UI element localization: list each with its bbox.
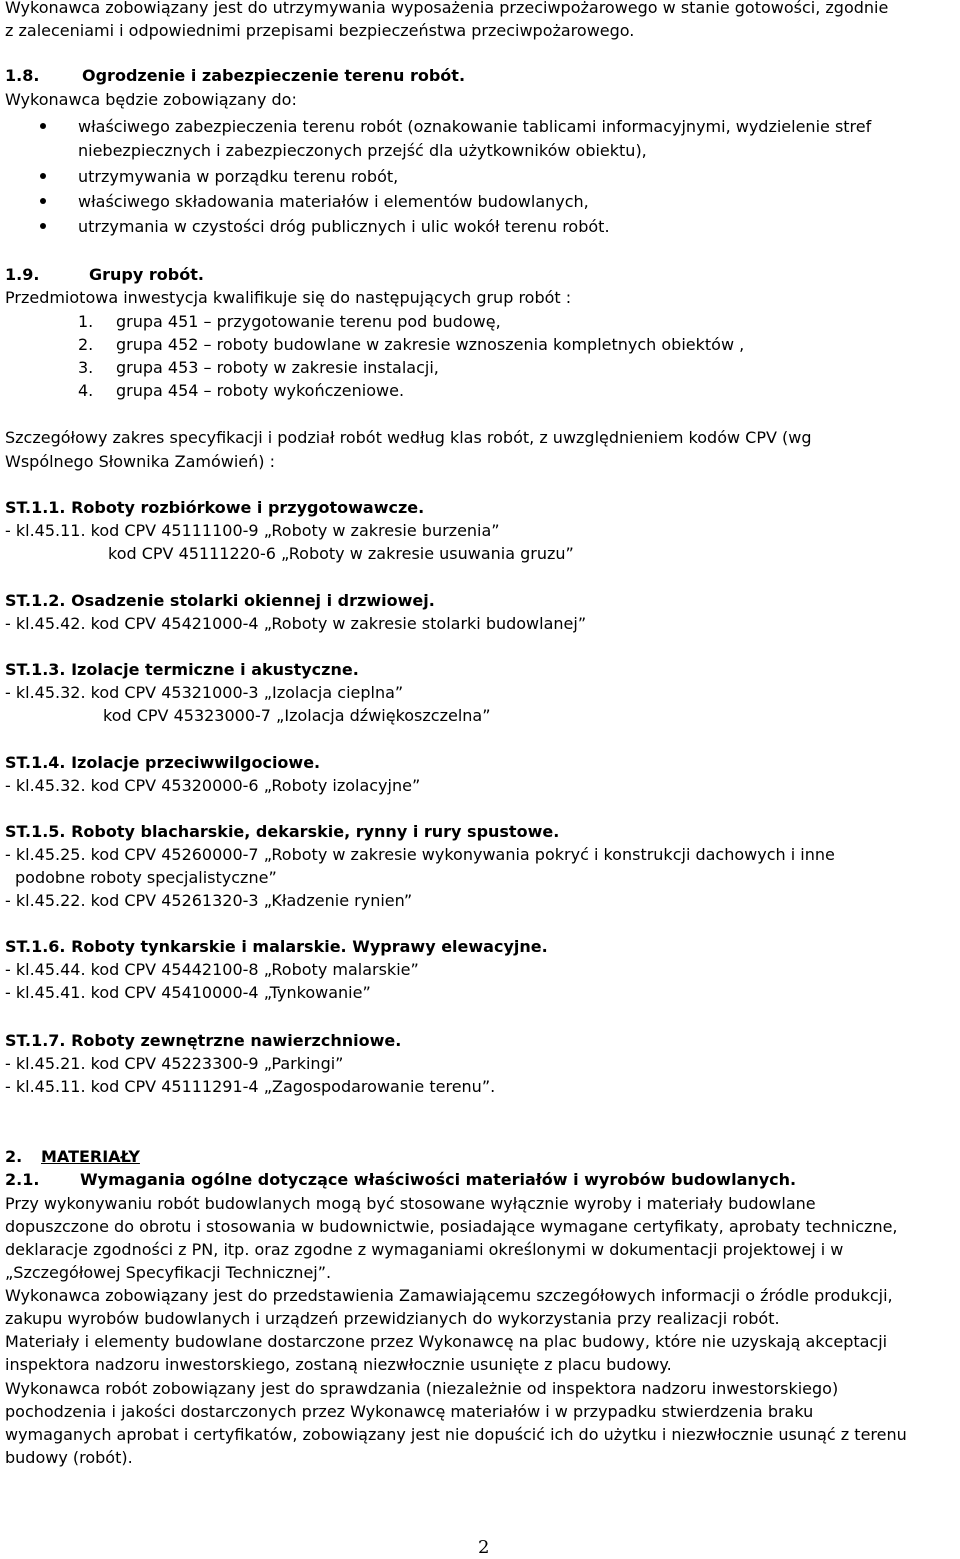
bullet-item: utrzymywania w porządku terenu robót,	[78, 167, 399, 186]
section-number: 2.1.	[5, 1170, 40, 1189]
spec-code-line: podobne roboty specjalistyczne”	[15, 868, 277, 887]
body-line: deklaracje zgodności z PN, itp. oraz zgodne z wymaganiami określonymi w dokumentacji projektowej i w	[5, 1240, 844, 1259]
spec-intro-line-1: Szczegółowy zakres specyfikacji i podział robót według klas robót, z uwzględnieniem kodów CPV (wg	[5, 428, 812, 447]
bullet-icon	[40, 198, 46, 204]
body-line: dopuszczone do obrotu i stosowania w budownictwie, posiadające wymagane certyfikaty, aprobaty techniczne,	[5, 1217, 898, 1236]
list-text: grupa 451 – przygotowanie terenu pod budowę,	[116, 312, 501, 331]
section-1-9-heading	[5, 263, 204, 286]
bullet-icon	[40, 173, 46, 179]
bullet-icon	[40, 123, 46, 129]
section-title: Ogrodzenie i zabezpieczenie terenu robót.	[82, 66, 466, 85]
spec-code-line: - kl.45.11. kod CPV 45111100-9 „Roboty w zakresie burzenia”	[5, 521, 500, 540]
spec-code-line: - kl.45.41. kod CPV 45410000-4 „Tynkowanie”	[5, 983, 371, 1002]
bullet-item-continuation: niebezpiecznych i zabezpieczonych przejść dla użytkowników obiektu),	[78, 141, 647, 160]
list-number: 4.	[78, 381, 94, 400]
list-text: grupa 454 – roboty wykończeniowe.	[116, 381, 405, 400]
spec-code-line: kod CPV 45323000-7 „Izolacja dźwiękoszczelna”	[103, 706, 491, 725]
spec-heading: ST.1.1. Roboty rozbiórkowe i przygotowawcze.	[5, 498, 425, 517]
section-number: 1.8.	[5, 66, 40, 85]
body-line: Wykonawca zobowiązany jest do przedstawienia Zamawiającemu szczegółowych informacji o źródle produkcji,	[5, 1286, 893, 1305]
spec-heading: ST.1.6. Roboty tynkarskie i malarskie. Wyprawy elewacyjne.	[5, 937, 548, 956]
spec-code-line: - kl.45.32. kod CPV 45320000-6 „Roboty izolacyjne”	[5, 776, 421, 795]
group-list-item	[78, 356, 439, 379]
group-list-item	[78, 310, 501, 333]
spec-code-line: kod CPV 45111220-6 „Roboty w zakresie usuwania gruzu”	[108, 544, 574, 563]
group-list-item	[78, 379, 404, 402]
list-text: grupa 453 – roboty w zakresie instalacji,	[116, 358, 439, 377]
section-1-8-lead: Wykonawca będzie zobowiązany do:	[5, 90, 297, 109]
body-line: wymaganych aprobat i certyfikatów, zobowiązany jest nie dopuścić ich do użytku i niezwłocznie usunąć z terenu	[5, 1425, 907, 1444]
section-1-9-lead: Przedmiotowa inwestycja kwalifikuje się do następujących grup robót :	[5, 288, 572, 307]
intro-line-2: z zaleceniami i odpowiednimi przepisami bezpieczeństwa przeciwpożarowego.	[5, 21, 635, 40]
spec-intro-line-2: Wspólnego Słownika Zamówień) :	[5, 452, 275, 471]
list-number: 1.	[78, 312, 94, 331]
section-1-8-heading	[5, 64, 465, 87]
spec-code-line: - kl.45.32. kod CPV 45321000-3 „Izolacja cieplna”	[5, 683, 404, 702]
body-line: Materiały i elementy budowlane dostarczone przez Wykonawcę na plac budowy, które nie uzyskają akceptacji	[5, 1332, 888, 1351]
body-line: Wykonawca robót zobowiązany jest do sprawdzania (niezależnie od inspektora nadzoru inwestorskiego)	[5, 1379, 839, 1398]
bullet-item: właściwego zabezpieczenia terenu robót (oznakowanie tablicami informacyjnymi, wydzielenie stref	[78, 117, 872, 136]
section-title: MATERIAŁY	[41, 1147, 140, 1166]
page-number: 2	[478, 1537, 490, 1558]
body-line: inspektora nadzoru inwestorskiego, zostaną niezwłocznie usunięte z placu budowy.	[5, 1355, 672, 1374]
section-title: Grupy robót.	[89, 265, 204, 284]
list-number: 2.	[78, 335, 94, 354]
spec-code-line: - kl.45.22. kod CPV 45261320-3 „Kładzenie rynien”	[5, 891, 413, 910]
spec-code-line: - kl.45.42. kod CPV 45421000-4 „Roboty w zakresie stolarki budowlanej”	[5, 614, 587, 633]
group-list-item	[78, 333, 744, 356]
section-number: 1.9.	[5, 265, 40, 284]
spec-heading: ST.1.2. Osadzenie stolarki okiennej i drzwiowej.	[5, 591, 435, 610]
spec-code-line: - kl.45.11. kod CPV 45111291-4 „Zagospodarowanie terenu”.	[5, 1077, 496, 1096]
spec-heading: ST.1.3. Izolacje termiczne i akustyczne.	[5, 660, 359, 679]
section-2-1-heading	[5, 1168, 796, 1191]
spec-heading: ST.1.7. Roboty zewnętrzne nawierzchniowe.	[5, 1031, 402, 1050]
body-line: budowy (robót).	[5, 1448, 133, 1467]
spec-code-line: - kl.45.21. kod CPV 45223300-9 „Parkingi”	[5, 1054, 344, 1073]
section-2-heading	[5, 1145, 140, 1168]
section-title: Wymagania ogólne dotyczące właściwości materiałów i wyrobów budowlanych.	[80, 1170, 797, 1189]
body-line: zakupu wyrobów budowlanych i urządzeń przewidzianych do wykorzystania przy realizacji robót.	[5, 1309, 780, 1328]
spec-code-line: - kl.45.44. kod CPV 45442100-8 „Roboty malarskie”	[5, 960, 419, 979]
section-number: 2.	[5, 1147, 23, 1166]
spec-code-line: - kl.45.25. kod CPV 45260000-7 „Roboty w zakresie wykonywania pokryć i konstrukcji dachowych i inne	[5, 845, 835, 864]
spec-heading: ST.1.5. Roboty blacharskie, dekarskie, rynny i rury spustowe.	[5, 822, 560, 841]
body-line: pochodzenia i jakości dostarczonych przez Wykonawcę materiałów i w przypadku stwierdzenia braku	[5, 1402, 814, 1421]
body-line: „Szczegółowej Specyfikacji Technicznej”.	[5, 1263, 332, 1282]
list-text: grupa 452 – roboty budowlane w zakresie wznoszenia kompletnych obiektów ,	[116, 335, 745, 354]
bullet-item: właściwego składowania materiałów i elementów budowlanych,	[78, 192, 589, 211]
intro-line-1: Wykonawca zobowiązany jest do utrzymywania wyposażenia przeciwpożarowego w stanie gotowości, zgodnie	[5, 0, 889, 17]
bullet-icon	[40, 223, 46, 229]
bullet-item: utrzymania w czystości dróg publicznych i ulic wokół terenu robót.	[78, 217, 610, 236]
body-line: Przy wykonywaniu robót budowlanych mogą być stosowane wyłącznie wyroby i materiały budowlane	[5, 1194, 816, 1213]
list-number: 3.	[78, 358, 94, 377]
spec-heading: ST.1.4. Izolacje przeciwwilgociowe.	[5, 753, 321, 772]
